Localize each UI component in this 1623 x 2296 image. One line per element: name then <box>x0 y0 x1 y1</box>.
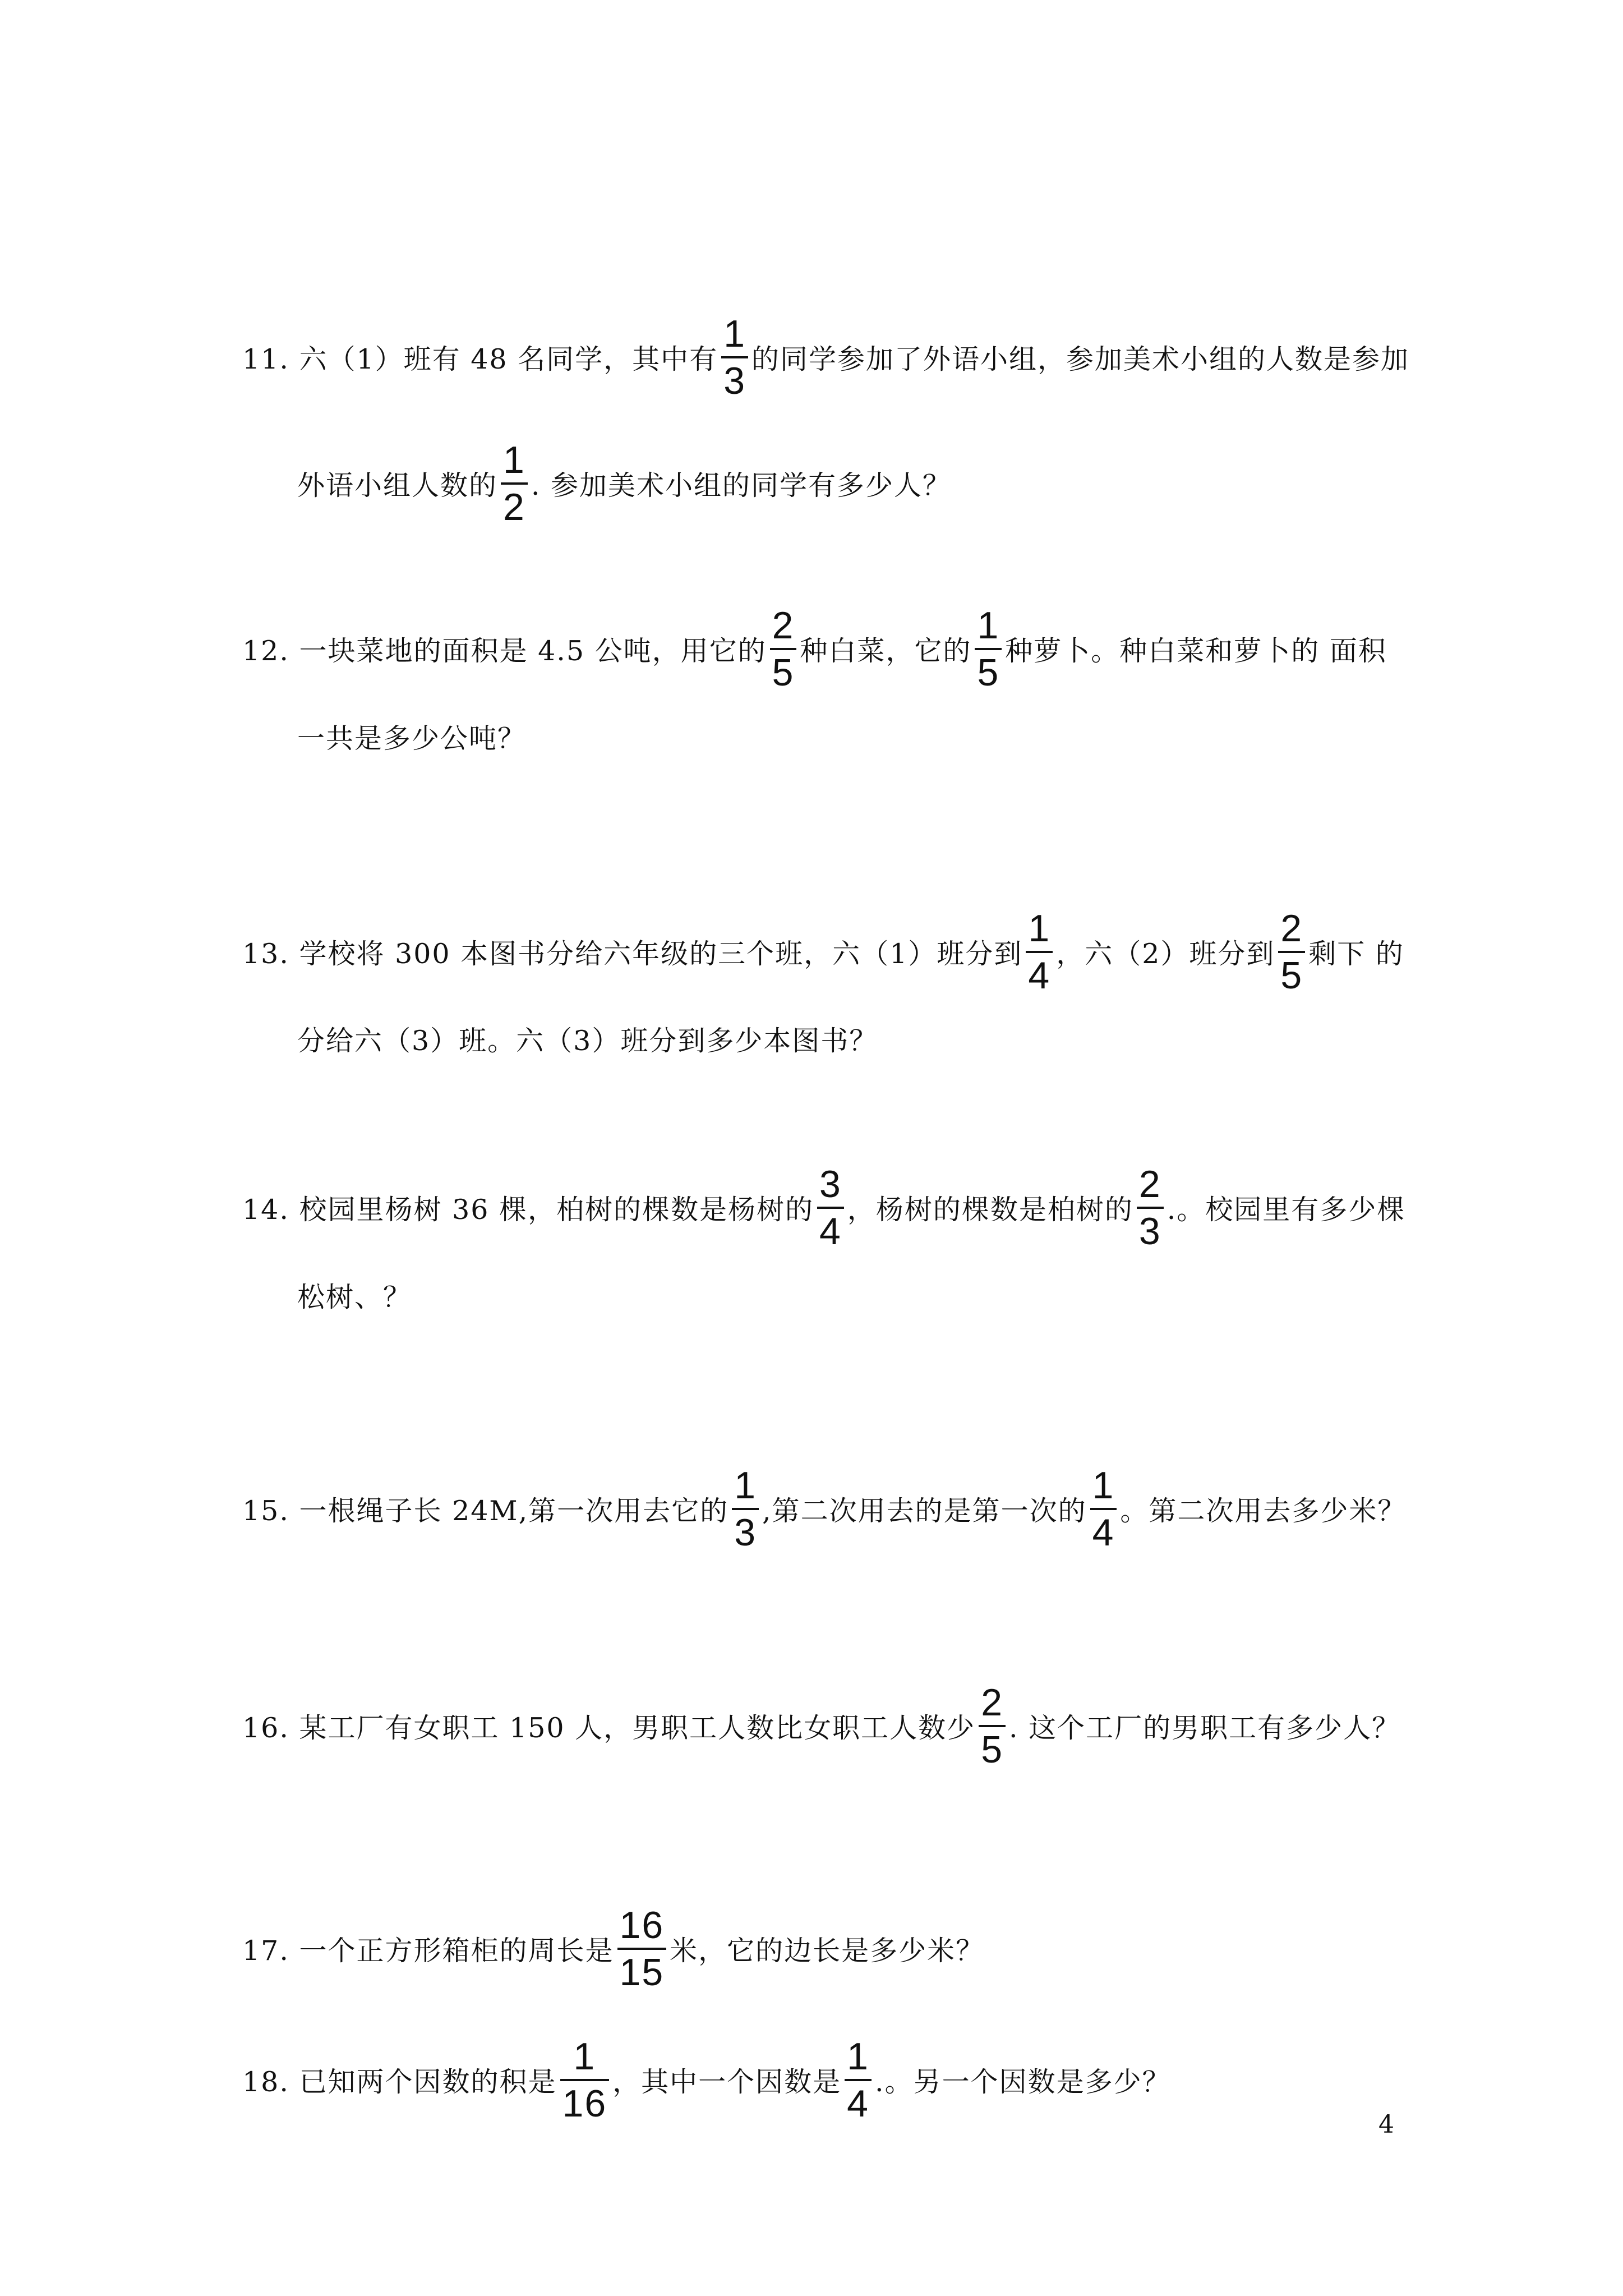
q15-line-1 <box>242 1453 1406 1565</box>
q14-line-1 <box>242 1152 1405 1264</box>
fraction <box>817 1163 844 1253</box>
q16-line-1 <box>242 1670 1400 1782</box>
question-text: . 这个工厂的男职工有多少人？ <box>1009 1712 1401 1744</box>
question-text: 12. 一块菜地的面积是 4.5 公吨，用它的 <box>242 635 767 667</box>
fraction-denominator: 3 <box>723 360 746 402</box>
question-text: 15. 一根绳子长 24M,第一次用去它的 <box>242 1495 729 1527</box>
fraction-numerator: 1 <box>1028 907 1051 950</box>
fraction-numerator: 2 <box>772 604 795 647</box>
question-text: 16. 某工厂有女职工 150 人，男职工人数比女职工人数少 <box>242 1712 976 1744</box>
question-text: 松树、？ <box>297 1281 412 1313</box>
fraction-denominator: 2 <box>503 486 525 528</box>
question-text: 17. 一个正方形箱柜的周长是 <box>242 1935 614 1967</box>
fraction-denominator: 5 <box>1280 954 1303 997</box>
fraction-denominator: 5 <box>981 1728 1004 1771</box>
question-text: 分给六（3）班。六（3）班分到多少本图书？ <box>297 1025 878 1057</box>
fraction-numerator: 1 <box>503 439 525 481</box>
fraction-denominator: 4 <box>1092 1511 1115 1554</box>
question-text: 一共是多少公吨？ <box>297 723 527 754</box>
fraction-numerator: 1 <box>734 1464 757 1507</box>
question-text: 米，它的边长是多少米？ <box>670 1935 985 1967</box>
question-text: 13. 学校将 300 本图书分给六年级的三个班，六（1）班分到 <box>242 938 1023 970</box>
fraction-numerator: 3 <box>819 1163 842 1205</box>
fraction-numerator: 1 <box>847 2035 869 2078</box>
fraction-denominator: 5 <box>772 651 795 694</box>
question-text: 种白菜，它的 <box>800 635 972 667</box>
question-text: 外语小组人数的 <box>297 470 498 501</box>
fraction <box>732 1466 759 1552</box>
question-text: . 参加美术小组的同学有多少人？ <box>531 470 951 501</box>
fraction-denominator: 3 <box>734 1511 757 1554</box>
fraction <box>617 1904 667 1994</box>
question-text: .。另一个因数是多少？ <box>875 2066 1171 2098</box>
question-text: 18. 已知两个因数的积是 <box>242 2066 557 2098</box>
question-text: 14. 校园里杨树 36 棵，柏树的棵数是杨树的 <box>242 1194 814 1226</box>
fraction-denominator: 4 <box>847 2082 869 2125</box>
fraction-denominator: 3 <box>1138 1210 1161 1253</box>
fraction <box>501 441 528 526</box>
q13-line-2 <box>297 983 878 1095</box>
q11-line-2 <box>297 427 951 540</box>
fraction-denominator: 5 <box>977 651 1000 694</box>
fraction-numerator: 1 <box>1092 1464 1115 1507</box>
fraction <box>845 2037 872 2123</box>
fraction <box>770 606 797 692</box>
fraction <box>1278 909 1305 995</box>
question-text: 的同学参加了外语小组，参加美术小组的人数是参加 <box>751 343 1410 375</box>
page-number: 4 <box>1378 2110 1394 2139</box>
fraction-numerator: 2 <box>1280 907 1303 950</box>
fraction-numerator: 2 <box>981 1681 1004 1724</box>
fraction <box>721 312 748 402</box>
question-text: ,第二次用去的是第一次的 <box>762 1495 1087 1527</box>
fraction-numerator: 1 <box>723 312 746 355</box>
question-text: ，杨树的棵数是柏树的 <box>847 1194 1133 1226</box>
fraction <box>975 606 1002 692</box>
fraction-numerator: 16 <box>619 1904 665 1947</box>
q14-line-2 <box>297 1239 412 1351</box>
fraction <box>560 2037 610 2123</box>
q17-line-1 <box>242 1893 984 2005</box>
q11-line-1 <box>242 301 1409 413</box>
question-text: .。校园里有多少棵 <box>1166 1194 1406 1226</box>
fraction-denominator: 16 <box>562 2082 607 2125</box>
fraction-numerator: 1 <box>977 604 1000 647</box>
question-text: 剩下 的 <box>1308 938 1404 970</box>
fraction <box>1026 909 1053 995</box>
question-text: ，其中一个因数是 <box>612 2066 842 2098</box>
fraction <box>979 1683 1006 1769</box>
q12-line-2 <box>297 680 526 793</box>
fraction <box>1090 1466 1117 1552</box>
fraction-numerator: 1 <box>573 2035 596 2078</box>
fraction-denominator: 4 <box>1028 954 1051 997</box>
question-text: 。第二次用去多少米？ <box>1120 1495 1407 1527</box>
q18-line-1 <box>242 2024 1171 2136</box>
question-text: 种萝卜。种白菜和萝卜的 面积 <box>1005 635 1387 667</box>
question-text: 11. 六（1）班有 48 名同学，其中有 <box>242 343 718 375</box>
fraction <box>1137 1163 1164 1253</box>
question-text: ，六（2）班分到 <box>1056 938 1275 970</box>
fraction-denominator: 4 <box>819 1210 842 1253</box>
fraction-numerator: 2 <box>1138 1163 1161 1205</box>
fraction-denominator: 15 <box>619 1951 665 1994</box>
